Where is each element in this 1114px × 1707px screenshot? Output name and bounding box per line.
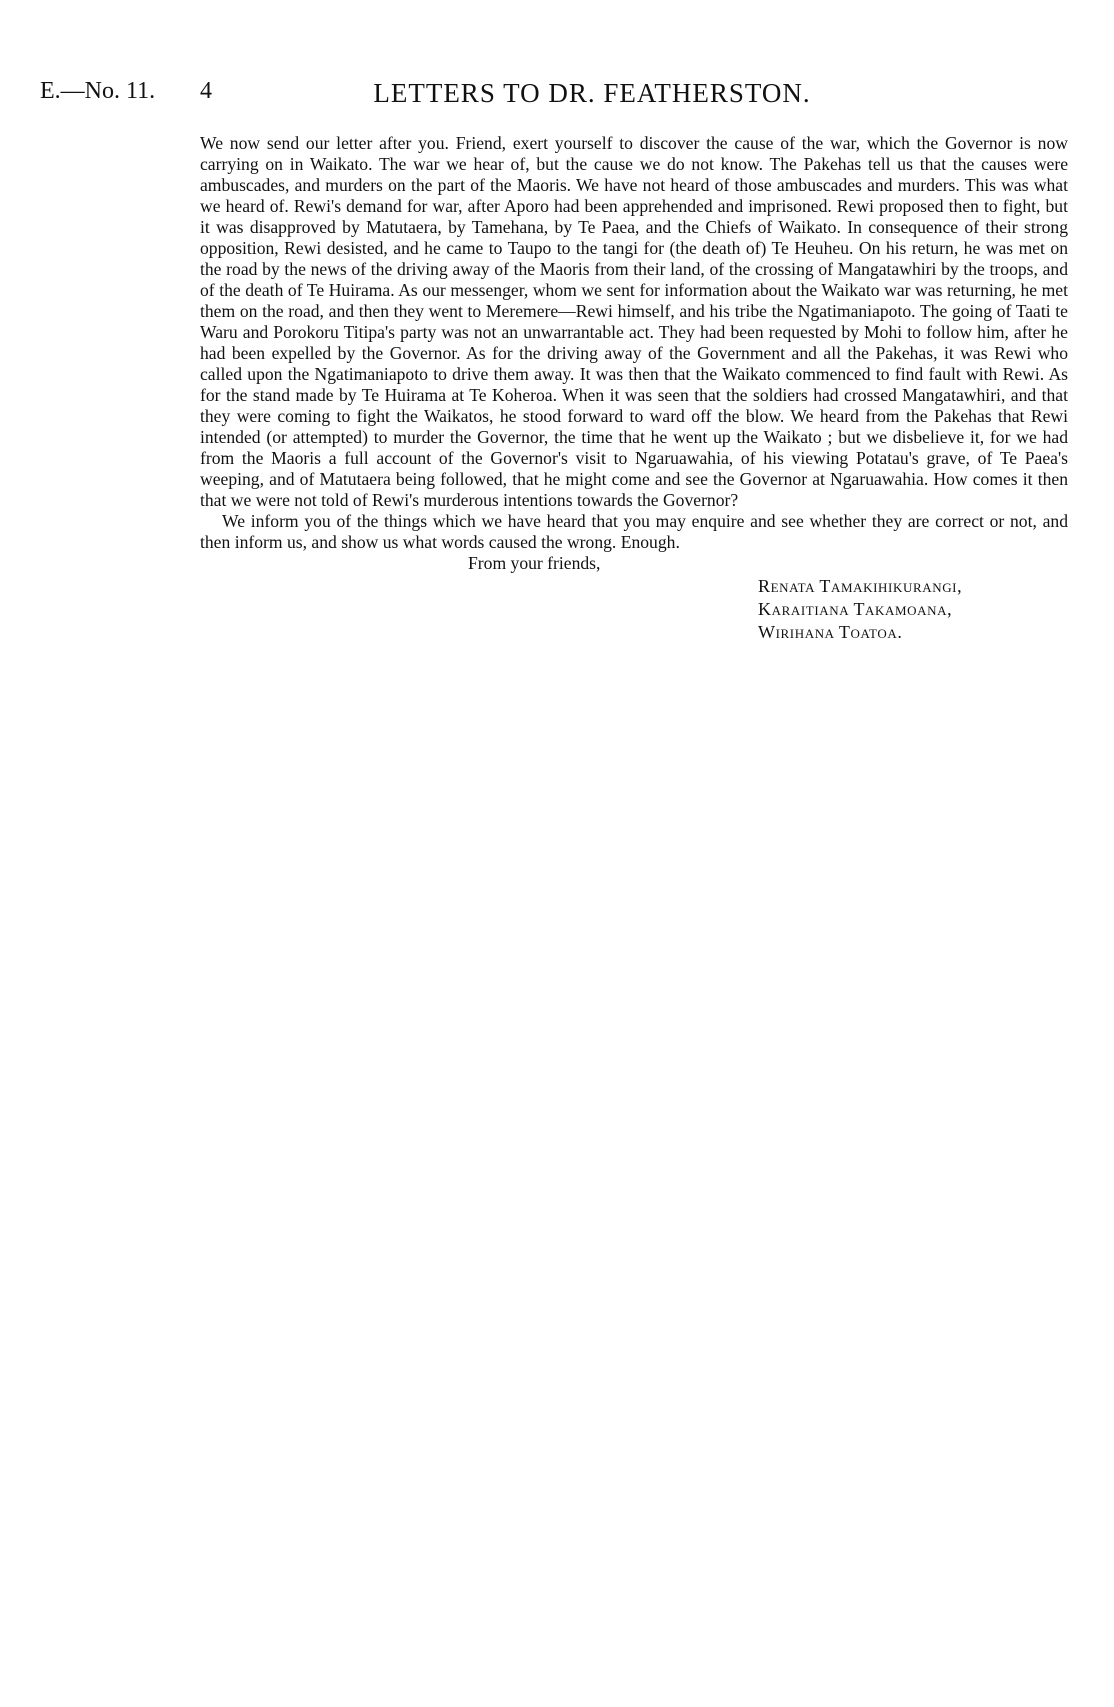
signature-block — [758, 576, 1068, 645]
signatory-first-name: Karaitiana — [758, 599, 850, 619]
letter-paragraph-2: We inform you of the things which we have heard that you may enquire and see whether they are correct or not, and then inform us, and show us what words caused the wrong. Enough. — [200, 511, 1068, 552]
signatory-first-name: Wirihana — [758, 622, 835, 642]
letter-body — [200, 133, 1068, 645]
document-reference: E.—No. 11. — [40, 78, 156, 104]
signatory-3 — [758, 622, 1068, 645]
page-header — [40, 78, 1074, 112]
letter-paragraph-1: We now send our letter after you. Friend, exert yourself to discover the cause of the war, which the Governor is now carrying on in Waikato. The war we hear of, but the cause we do not know. The Pakehas tell us that the causes were ambuscades, and murders on the part of the Maoris. We have not heard of those ambuscades and murders. This was what we heard of. Rewi's demand for war, after Aporo had been apprehended and imprisoned. Rewi proposed then to fight, but it was disapproved by Matutaera, by Tamehana, by Te Paea, and the Chiefs of Waikato. In consequence of their strong opposition, Rewi desisted, and he came to Taupo to the tangi for (the death of) Te Heuheu. On his return, he was met on the road by the news of the driving away of the Maoris from their land, of the crossing of Mangatawhiri by the troops, and of the death of Te Huirama. As our messenger, whom we sent for information about the Waikato war was returning, he met them on the road, and then they went to Meremere—Rewi himself, and his tribe the Ngatimaniapoto. The going of Taati te Waru and Porokoru Titipa's party was not an unwarrantable act. They had been requested by Mohi to follow him, after he had been expelled by the Governor. As for the driving away of the Government and all the Pakehas, it was Rewi who called upon the Ngatimaniapoto to drive them away. It was then that the Waikato commenced to find fault with Rewi. As for the stand made by Te Huirama at Te Koheroa. When it was seen that the soldiers had crossed Mangatawhiri, and that they were coming to fight the Waikatos, he stood forward to ward off the blow. We heard from the Pakehas that Rewi intended (or attempted) to murder the Governor, the time that he went up the Waikato ; but we disbelieve it, for we had from the Maoris a full account of the Governor's visit to Ngaruawahia, of his viewing Potatau's grave, of Te Paea's weeping, and of Matutaera being followed, that he might come and see the Governor at Ngaruawahia. How comes it then that we were not told of Rewi's murderous intentions towards the Governor? — [200, 133, 1068, 510]
signatory-1 — [758, 576, 1068, 599]
letter-closing: From your friends, — [468, 553, 601, 573]
signatory-first-name: Renata — [758, 576, 816, 596]
signatory-last-name: Takamoana, — [853, 599, 953, 619]
running-title: LETTERS TO DR. FEATHERSTON. — [373, 78, 811, 108]
signatory-last-name: Toatoa. — [838, 622, 903, 642]
signatory-2 — [758, 599, 1068, 622]
page-number: 4 — [200, 78, 212, 104]
signatory-last-name: Tamakihikurangi, — [819, 576, 963, 596]
